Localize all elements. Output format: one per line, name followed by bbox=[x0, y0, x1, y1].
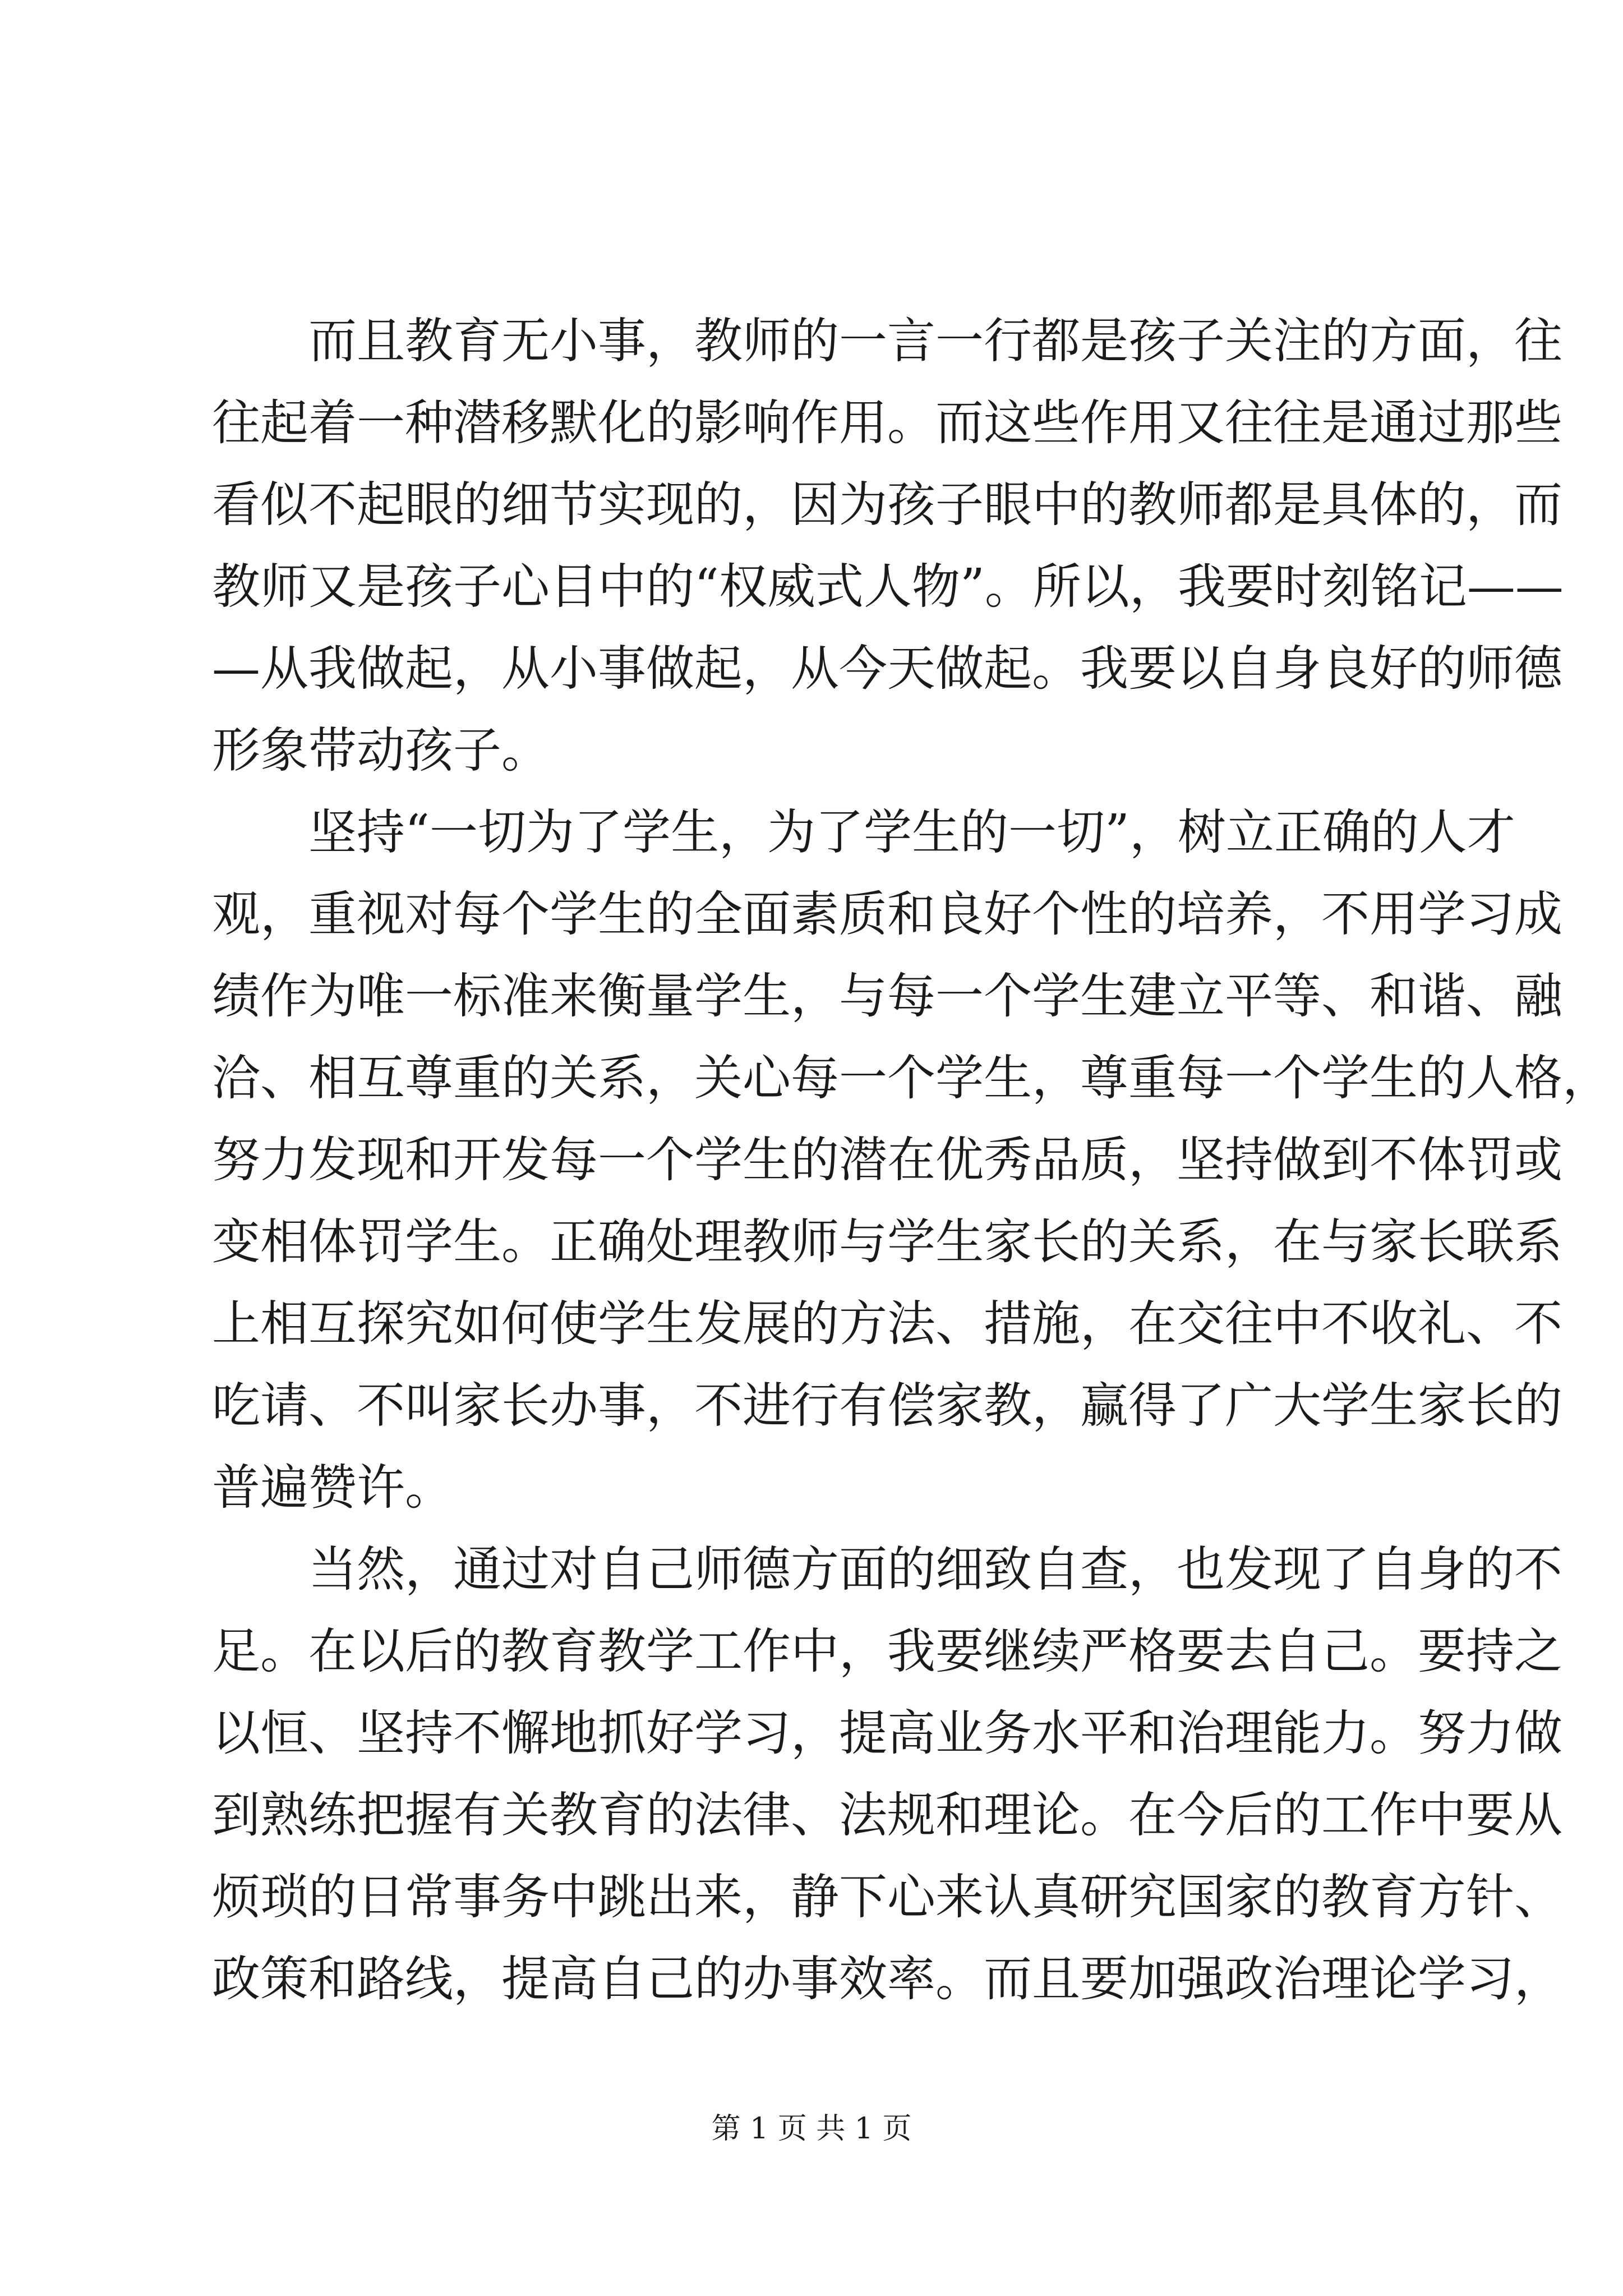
text-line: 烦琐的日常事务中跳出来，静下心来认真研究国家的教育方针、 bbox=[212, 1869, 1562, 1925]
text-line: 而且教育无小事，教师的一言一行都是孩子关注的方面，往 bbox=[212, 313, 1562, 369]
text-line: 努力发现和开发每一个学生的潜在优秀品质，坚持做到不体罚或 bbox=[212, 1132, 1562, 1188]
text-line: 到熟练把握有关教育的法律、法规和理论。在今后的工作中要从 bbox=[212, 1787, 1562, 1843]
text-line: 以恒、坚持不懈地抓好学习，提高业务水平和治理能力。努力做 bbox=[212, 1705, 1562, 1761]
text-line: 洽、相互尊重的关系，关心每一个学生，尊重每一个学生的人格， bbox=[212, 1050, 1611, 1106]
text-line: 看似不起眼的细节实现的，因为孩子眼中的教师都是具体的，而 bbox=[212, 477, 1562, 533]
page-footer: 第 1 页 共 1 页 bbox=[711, 2112, 912, 2146]
text-line: 坚持“一切为了学生，为了学生的一切”，树立正确的人才 bbox=[212, 804, 1515, 861]
text-line: 往起着一种潜移默化的影响作用。而这些作用又往往是通过那些 bbox=[212, 395, 1562, 451]
paragraph-2 bbox=[212, 792, 1611, 1529]
paragraph-3 bbox=[212, 1529, 1562, 2020]
text-line: 当然，通过对自己师德方面的细致自查，也发现了自身的不 bbox=[212, 1542, 1562, 1598]
text-line: 绩作为唯一标准来衡量学生，与每一个学生建立平等、和谐、融 bbox=[212, 968, 1562, 1024]
text-line: —从我做起，从小事做起，从今天做起。我要以自身良好的师德 bbox=[212, 641, 1562, 697]
text-line: 政策和路线，提高自己的办事效率。而且要加强政治理论学习， bbox=[212, 1951, 1562, 2007]
text-line: 观，重视对每个学生的全面素质和良好个性的培养，不用学习成 bbox=[212, 886, 1562, 942]
text-line: 教师又是孩子心目中的“权威式人物”。所以，我要时刻铭记—— bbox=[212, 559, 1564, 615]
text-line: 普遍赞许。 bbox=[212, 1460, 453, 1516]
paragraph-1 bbox=[212, 300, 1564, 792]
text-line: 上相互探究如何使学生发展的方法、措施，在交往中不收礼、不 bbox=[212, 1296, 1562, 1352]
text-line: 变相体罚学生。正确处理教师与学生家长的关系，在与家长联系 bbox=[212, 1214, 1562, 1270]
text-line: 足。在以后的教育教学工作中，我要继续严格要去自己。要持之 bbox=[212, 1623, 1562, 1680]
document-body bbox=[212, 300, 1611, 2020]
text-line: 吃请、不叫家长办事，不进行有偿家教，赢得了广大学生家长的 bbox=[212, 1378, 1562, 1434]
text-line: 形象带动孩子。 bbox=[212, 723, 550, 779]
